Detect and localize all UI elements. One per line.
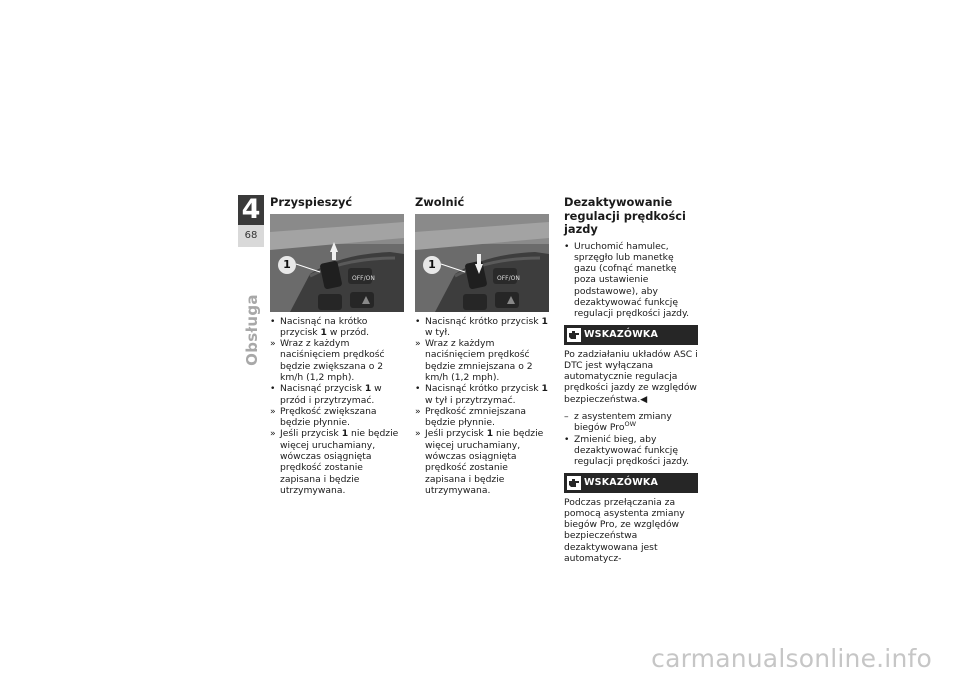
note-box <box>564 473 698 493</box>
heading-accelerate: Przyspieszyć <box>270 195 353 209</box>
heading-deactivate: Dezaktywowanie regulacji prędkości jazdy <box>564 195 686 236</box>
list-item: • Nacisnąć krótko przycisk 1 w tył i przytrzymać. <box>415 383 548 406</box>
svg-text:OFF/ON: OFF/ON <box>352 274 375 282</box>
column-deactivate <box>564 196 698 564</box>
note-label: WSKAZÓWKA <box>584 476 658 488</box>
note-text: Podczas przełączania za pomocą asystenta zmiany biegów Pro, ze względów bezpieczeństwa dezaktywowana jest automatycz- <box>564 496 685 565</box>
list-item: » Wraz z każdym naciśnięciem prędkość będzie zwiększana o 2 km/h (1,2 mph). <box>270 338 385 383</box>
handlebar-photo <box>270 214 404 312</box>
list-item: » Prędkość zmniejszana będzie płynnie. <box>415 405 527 429</box>
list-item: » Jeśli przycisk 1 nie będzie więcej uruchamiany, wówczas osiągnięta prędkość zostanie zapisana i będzie utrzymywana. <box>270 428 399 496</box>
note-hand-icon <box>567 328 581 342</box>
list-item: • Nacisnąć przycisk 1 w przód i przytrzymać. <box>270 383 382 406</box>
chapter-tab <box>238 195 264 247</box>
steps-list <box>415 316 549 497</box>
handlebar-photo <box>415 214 549 312</box>
end-marker-icon: ◀ <box>640 393 648 405</box>
chapter-number: 4 <box>241 194 261 225</box>
page-number: 68 <box>238 225 264 247</box>
list-item: • Zmienić bieg, aby dezaktywować funkcję regulacji prędkości jazdy. <box>564 433 690 468</box>
watermark: carmanualsonline.info <box>651 644 932 673</box>
note-hand-icon <box>567 476 581 490</box>
list-item: • Uruchomić hamulec, sprzęgło lub manetkę gazu (cofnąć manetkę poza ustawienie podstawowe), aby dezaktywować funkcję regulacji prędkości jazdy. <box>564 240 690 320</box>
steps-list <box>564 241 698 320</box>
svg-text:OFF/ON: OFF/ON <box>497 274 520 282</box>
heading-decelerate: Zwolnić <box>415 195 465 209</box>
list-item: • Nacisnąć na krótko przycisk 1 w przód. <box>270 315 370 338</box>
column-accelerate <box>270 196 404 496</box>
list-item: » Prędkość zwiększana będzie płynnie. <box>270 405 377 429</box>
steps-list <box>564 411 698 467</box>
note-label: WSKAZÓWKA <box>584 328 658 340</box>
steps-list <box>270 316 404 497</box>
callout-1: 1 <box>278 256 296 274</box>
list-item: • Nacisnąć krótko przycisk 1 w tył. <box>415 315 548 338</box>
chapter-title: Obsługa <box>243 294 261 366</box>
callout-1: 1 <box>423 256 441 274</box>
note-text: Po zadziałaniu układów ASC i DTC jest wyłączana automatycznie regulacja prędkości jazdy ze względów bezpieczeństwa.◀ <box>564 348 698 405</box>
list-item: – z asystentem zmiany biegów Pro$^{OW}$ <box>564 411 672 434</box>
column-decelerate <box>415 196 549 496</box>
list-item: » Wraz z każdym naciśnięciem prędkość będzie zmniejszana o 2 km/h (1,2 mph). <box>415 338 533 383</box>
list-item: » Jeśli przycisk 1 nie będzie więcej uruchamiany, wówczas osiągnięta prędkość zostanie zapisana i będzie utrzymywana. <box>415 428 544 496</box>
note-box <box>564 325 698 345</box>
